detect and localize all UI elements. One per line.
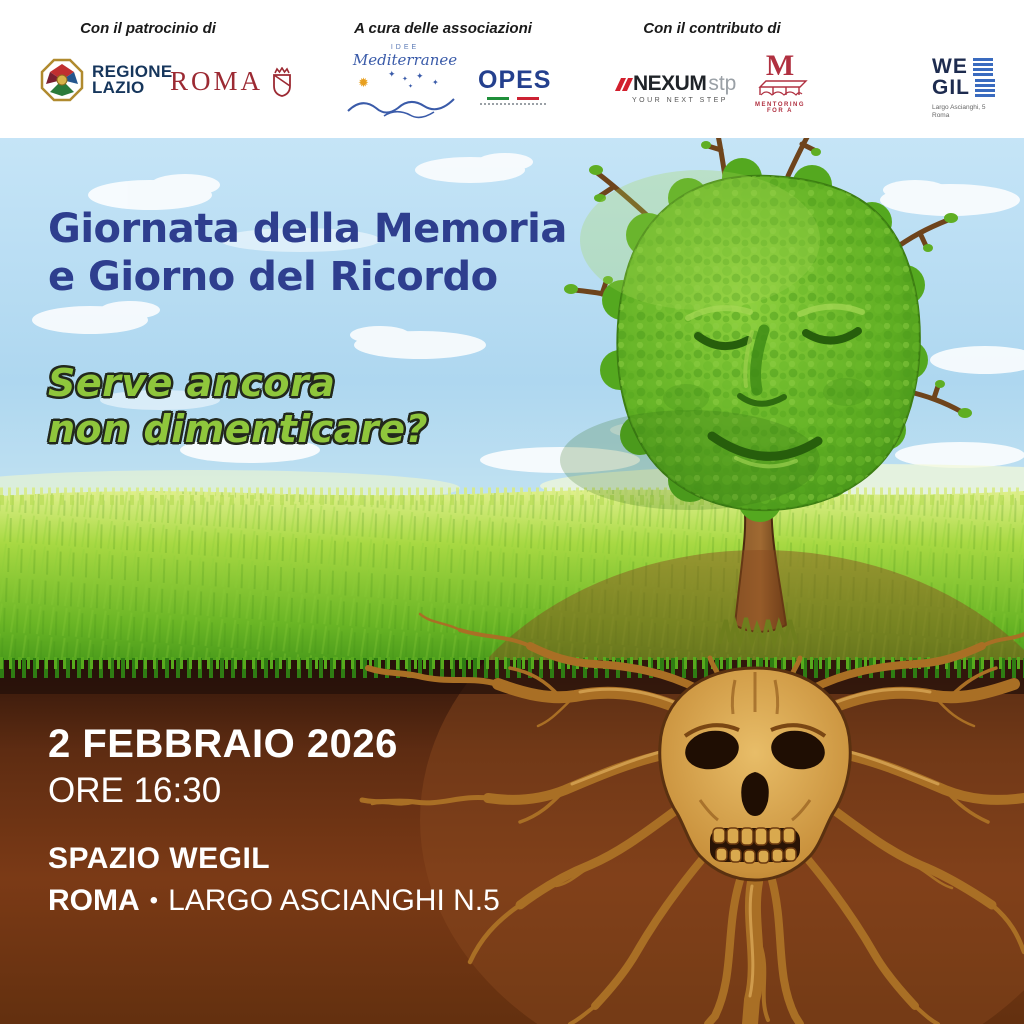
opes-wordmark: OPES (478, 66, 552, 94)
roma-logo (170, 66, 293, 97)
bullet-separator: • (149, 887, 159, 914)
event-venue: SPAZIO WEGIL (48, 842, 271, 875)
mentoring-m-mark: M (765, 49, 795, 82)
nexum-slashes-icon (618, 78, 630, 91)
poster-title (48, 205, 567, 301)
star-icon: ✦ (408, 84, 414, 90)
contribution-label: Con il contributo di (643, 20, 781, 37)
star-icon: ✦ (388, 69, 396, 79)
mentoring-text-line1: MENTORING (754, 102, 806, 108)
idee-mediterranee-logo (344, 44, 466, 124)
event-street: LARGO ASCIANGHI N.5 (168, 884, 500, 917)
poster-subtitle (48, 360, 428, 453)
title-line1: Giornata della Memoria (48, 206, 567, 252)
star-icon: ✦ (416, 71, 424, 81)
opes-tagline-bar (480, 103, 546, 105)
event-datetime (48, 722, 398, 811)
wegil-gil: GIL (932, 76, 970, 99)
nexum-wordmark: NEXUM (633, 72, 707, 95)
regione-lazio-emblem-icon (40, 58, 84, 102)
event-address-line (48, 884, 500, 918)
roma-wordmark: ROMA (170, 66, 264, 96)
sun-star-icon: ✹ (358, 75, 369, 90)
event-time: ORE 16:30 (48, 771, 222, 810)
sponsor-header (0, 0, 1024, 138)
curation-label: A cura delle associazioni (354, 20, 532, 37)
nexum-stp-logo (618, 72, 748, 104)
wegil-address-line1: Largo Ascianghi, 5 (932, 104, 986, 111)
wegil-logo (932, 56, 995, 121)
opes-flag-underline (478, 97, 548, 100)
nexum-stp-suffix: stp (708, 72, 737, 95)
idee-label: IDEE (390, 44, 420, 51)
mentoring-logo (748, 49, 812, 114)
roma-shield-icon (271, 67, 293, 97)
event-location (48, 842, 500, 918)
wegil-bars-icon (975, 79, 995, 97)
red-bar (517, 97, 539, 100)
subtitle-line2: non dimenticare? (48, 407, 429, 452)
wave-icon (346, 95, 464, 119)
wegil-bars-icon (973, 58, 993, 76)
wegil-address-line2: Roma (932, 112, 950, 120)
event-city: ROMA (48, 884, 140, 917)
nexum-tagline: YOUR NEXT STEP (632, 97, 728, 104)
patronage-label: Con il patrocinio di (80, 20, 216, 37)
green-bar (487, 97, 509, 100)
regione-lazio-text-line1: REGIONE (92, 61, 173, 81)
event-date: 2 FEBBRAIO 2026 (48, 722, 398, 766)
subtitle-line1: Serve ancora (48, 361, 336, 405)
pergola-icon (752, 79, 808, 97)
opes-logo (478, 66, 552, 105)
title-line2: e Giorno del Ricordo (48, 254, 498, 300)
mediterranee-wordmark: Mediterranee (352, 51, 458, 69)
stars-decoration (344, 69, 466, 95)
star-icon: ✦ (402, 76, 408, 83)
regione-lazio-text-line2: LAZIO (92, 78, 145, 97)
regione-lazio-logo (40, 58, 173, 102)
mentoring-text-line2: FOR A (767, 108, 793, 114)
wegil-we: WE (932, 55, 968, 78)
star-icon: ✦ (432, 78, 439, 87)
